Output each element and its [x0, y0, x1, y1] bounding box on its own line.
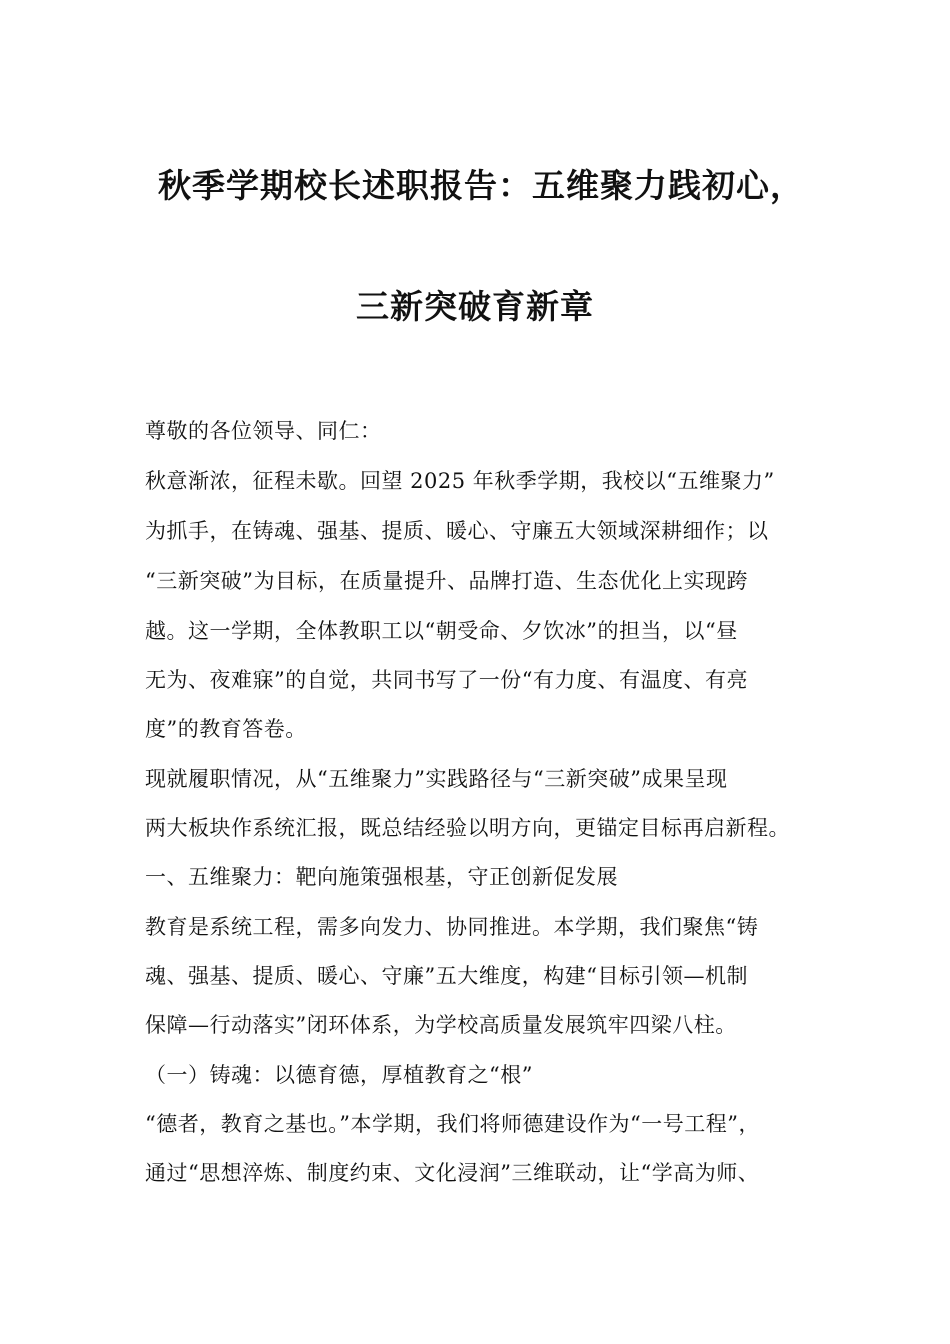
subsection-heading: （一）铸魂：以德育德，厚植教育之“根” — [145, 1063, 533, 1087]
paragraph-line: 无为、夜难寐”的自觉，共同书写了一份“有力度、有温度、有亮 — [145, 668, 748, 692]
section-heading: 一、五维聚力：靶向施策强根基，守正创新促发展 — [145, 865, 618, 889]
paragraph-line: 魂、强基、提质、暖心、守廉”五大维度，构建“目标引领—机制 — [145, 964, 748, 988]
paragraph-line: 教育是系统工程，需多向发力、协同推进。本学期，我们聚焦“铸 — [145, 915, 759, 939]
paragraph-line: 秋意渐浓，征程未歇。回望 2025 年秋季学期，我校以“五维聚力” — [145, 469, 775, 493]
paragraph-line: “德者，教育之基也。”本学期，我们将师德建设作为“一号工程”， — [145, 1112, 760, 1136]
paragraph-line: 现就履职情况，从“五维聚力”实践路径与“三新突破”成果呈现 — [145, 767, 728, 791]
paragraph-line: 两大板块作系统汇报，既总结经验以明方向，更锚定目标再启新程。 — [145, 816, 790, 840]
paragraph-line: 度”的教育答卷。 — [145, 717, 307, 741]
paragraph-line: 通过“思想淬炼、制度约束、文化浸润”三维联动，让“学高为师、 — [145, 1161, 760, 1185]
paragraph-line: 越。这一学期，全体教职工以“朝受命、夕饮冰”的担当，以“昼 — [145, 619, 738, 643]
salutation: 尊敬的各位领导、同仁： — [145, 419, 382, 443]
paragraph-line: “三新突破”为目标，在质量提升、品牌打造、生态优化上实现跨 — [145, 569, 748, 593]
document-title-line-2: 三新突破育新章 — [356, 287, 594, 326]
document-title-line-1: 秋季学期校长述职报告：五维聚力践初心， — [158, 166, 804, 205]
paragraph-line: 为抓手，在铸魂、强基、提质、暖心、守廉五大领域深耕细作；以 — [145, 519, 769, 543]
paragraph-line: 保障—行动落实”闭环体系，为学校高质量发展筑牢四梁八柱。 — [145, 1013, 737, 1037]
